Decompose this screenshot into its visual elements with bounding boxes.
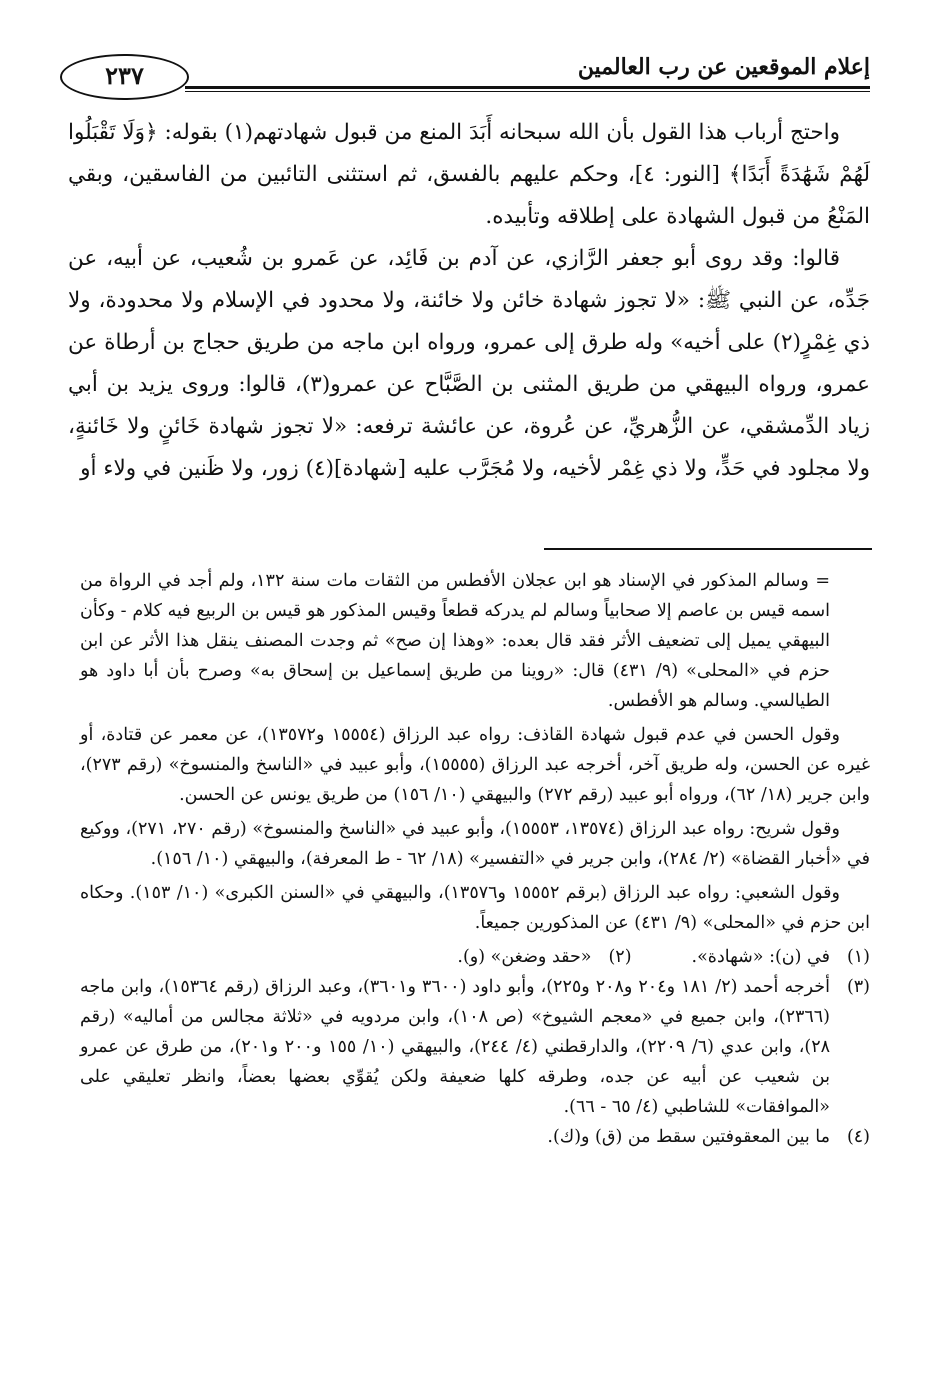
footnote-text: ما بين المعقوفتين سقط من (ق) و(ك).: [547, 1127, 830, 1147]
page-number-badge: [60, 54, 189, 100]
page-number: ٢٣٧: [105, 61, 144, 90]
footnote-row: [80, 942, 870, 972]
footnote-2: [457, 942, 631, 972]
footnote-text: «حقد وضغن» (و).: [457, 947, 592, 967]
main-paragraph: واحتج أرباب هذا القول بأن الله سبحانه أَبَدَ المنع من قبول شهادتهم(١) بقوله: ﴿وَلَا تَقْبَلُوا لَهُمْ شَهَٰدَةً أَبَدًا﴾ [النور: ٤]، وحكم عليهم بالفسق، ثم استثنى التائبين من الفاسقين، وبقي المَنْعُ من قبول الشهادة على إطلاقه وتأبيده.: [68, 120, 871, 229]
main-text: [68, 112, 870, 490]
footnote-continuation: = وسالم المذكور في الإسناد هو ابن عجلان الأفطس من الثقات مات سنة ١٣٢، ولم أجد في الرواة من اسمه قيس بن عاصم إلا صحابياً وسالم لم يدركه قطعاً وقيس المذكور هو قيس بن الربيع فيه كلام - وكأن البيهقي يميل إلى تضعيف الأثر فقد قال بعده: «وهذا إن صح» ثم وجدت المصنف ينقل هذا الأثر عن ابن حزم في «المحلى» (٩/ ٤٣١) قال: «روينا من طريق إسماعيل بن إسحاق به» وصرح بأن أبا داود هو الطيالسي. وسالم هو الأفطس.: [80, 571, 830, 711]
footnote-3: [80, 972, 870, 1122]
book-title: إعلام الموقعين عن رب العالمين: [577, 54, 870, 80]
footnote-text: في (ن): «شهادة».: [691, 947, 830, 967]
footnote-paragraph: وقول شريح: رواه عبد الرزاق (١٣٥٧٤، ١٥٥٥٣)، وأبو عبيد في «الناسخ والمنسوخ» (رقم ٢٧٠، ٢٧١)، ووكيع في «أخبار القضاة» (٢/ ٢٨٤)، وابن جرير في «التفسير» (١٨/ ٦٢ - ط المعرفة)، والبيهقي (١٠/ ١٥٦).: [80, 819, 870, 869]
footnote-text: أخرجه أحمد (٢/ ١٨١ و٢٠٤ و٢٠٨ و٢٢٥)، وأبو داود (٣٦٠٠ و٣٦٠١)، وعبد الرزاق (رقم ١٥٣٦٤)، وابن ماجه (٢٣٦٦)، وابن جميع في «معجم الشيوخ» (ص ١٠٨)، وابن مردويه في «ثلاثة مجالس من أماليه» (رقم ٢٨)، وابن عدي (٦/ ٢٢٠٩)، والدارقطني (٤/ ٢٤٤)، والبيهقي (١٠/ ١٥٥ و٢٠٠ و٢٠١)، من طرق عن عمرو بن شعيب عن أبيه عن جده، وطرقه كلها ضعيفة ولكن يُقوِّي بعضها بعضاً، وانظر تعليقي على «الموافقات» للشاطبي (٤/ ٦٥ - ٦٦).: [80, 977, 831, 1117]
page-header: [60, 48, 870, 98]
main-paragraph: قالوا: وقد روى أبو جعفر الرَّازي، عن آدم بن فَائِد، عن عَمرو بن شُعيب، عن أبيه، عن جَدِّه، عن النبي ﷺ: «لا تجوز شهادة خائن ولا خائنة، ولا محدود في الإسلام ولا محدودة، ولا ذي غِمْرٍ(٢) على أخيه» وله طرق إلى عمرو، ورواه ابن ماجه من طريق حجاج بن أرطاة عن عمرو، ورواه البيهقي من طريق المثنى بن الصَّبَّاح عن عمرو(٣)، قالوا: وروى يزيد بن أبي زياد الدِّمشقي، عن الزُّهريِّ، عن عُروة، عن عائشة ترفعه: «لا تجوز شهادة خَائنٍ ولا خَائنةٍ، ولا مجلود في حَدٍّ، ولا ذي غِمْر لأخيه، ولا مُجَرَّب عليه [شهادة](٤) زور، ولا ظَنين في ولاء أو: [68, 246, 870, 481]
footnote-number: (٤): [846, 1127, 870, 1147]
header-rule-thin: [185, 91, 870, 92]
footnote-number: (٢): [608, 947, 632, 967]
footnote-number: (٣): [846, 977, 870, 997]
footnote-paragraph: وقول الحسن في عدم قبول شهادة القاذف: رواه عبد الرزاق (١٥٥٥٤ و١٣٥٧٢)، عن معمر عن قتادة، أو غيره عن الحسن، وله طريق آخر، أخرجه عبد الرزاق (١٥٥٥٥)، وأبو عبيد في «الناسخ والمنسوخ» (رقم ٢٧٣)، وابن جرير (١٨/ ٦٢)، ورواه أبو عبيد (رقم ٢٧٢) والبيهقي (١٠/ ١٥٦) من طريق يونس عن الحسن.: [80, 725, 870, 805]
footnotes: [80, 566, 870, 1152]
footnote-4: [80, 1122, 870, 1152]
footnote-paragraph: وقول الشعبي: رواه عبد الرزاق (برقم ١٥٥٥٢ و١٣٥٧٦)، والبيهقي في «السنن الكبرى» (١٠/ ١٥٣). وحكاه ابن حزم في «المحلى» (٩/ ٤٣١) عن المذكورين جميعاً.: [80, 883, 870, 933]
footnote-number: (١): [846, 947, 870, 967]
footnote-1: [692, 942, 870, 972]
footnote-separator: [544, 548, 872, 550]
header-rule: [185, 86, 870, 89]
